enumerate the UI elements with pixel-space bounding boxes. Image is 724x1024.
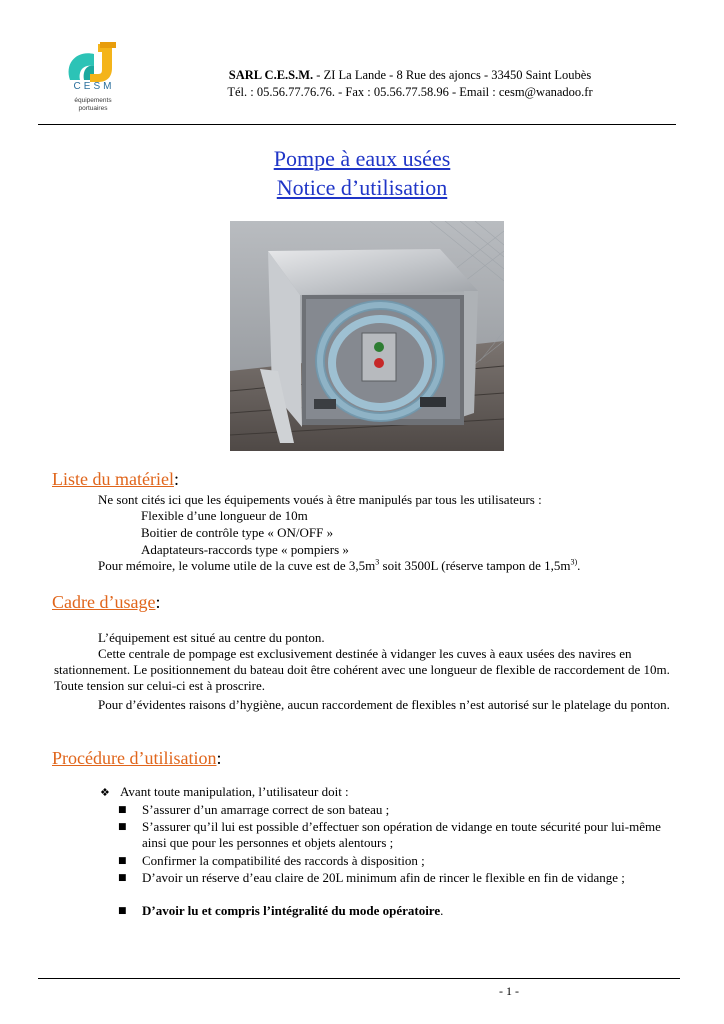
procedure-intro: ❖ Avant toute manipulation, l’utilisateur doit : — [100, 784, 349, 799]
square-bullet-icon: ■ — [118, 906, 127, 916]
address-text: - ZI La Lande - 8 Rue des ajoncs - 33450 Saint Loubès — [313, 68, 592, 82]
document-subtitle: Notice d’utilisation — [276, 175, 448, 200]
footer-divider — [38, 978, 680, 979]
header-divider — [38, 124, 676, 125]
company-address — [140, 68, 680, 83]
pump-station-photo — [230, 221, 504, 451]
materiel-item: Adaptateurs-raccords type « pompiers » — [141, 542, 349, 557]
square-bullet-icon: ■ — [118, 856, 127, 866]
section-heading-materiel: Liste du matériel: — [52, 469, 179, 489]
cuve-volume-note: Pour mémoire, le volume utile de la cuve est de $3,5m^3$ soit 3500L (réserve tampon de $1,5m^{3)}$. — [98, 557, 581, 573]
document-title: Pompe à eaux usées — [273, 146, 451, 171]
page-number: - 1 - — [499, 984, 519, 998]
materiel-item: Flexible d’une longueur de 10m — [141, 508, 308, 523]
section-heading-procedure: Procédure d’utilisation: — [52, 748, 222, 768]
materiel-intro: Ne sont cités ici que les équipements voués à être manipulés par tous les utilisateurs : — [98, 492, 542, 507]
cadre-paragraph: L’équipement est situé au centre du ponton. — [98, 630, 325, 645]
company-contact: Tél. : 05.56.77.76.76. - Fax : 05.56.77.58.96 - Email : cesm@wanadoo.fr — [227, 85, 593, 99]
cadre-paragraph: Cette centrale de pompage est exclusivement destinée à vidanger les cuves à eaux usées des navires en stationnement. Le positionnement du bateau doit être cohérent avec une longueur de flexible de raccordement de 10m. Toute tension sur celui-ci est à proscrire. — [54, 646, 670, 693]
square-bullet-icon: ■ — [118, 873, 127, 883]
logo-wordmark: CESM — [73, 81, 115, 92]
company-name: SARL C.E.S.M. — [228, 68, 314, 82]
materiel-item: Boitier de contrôle type « ON/OFF » — [141, 525, 334, 540]
logo-tagline-line2: portuaires — [78, 105, 108, 112]
cadre-paragraph: Pour d’évidentes raisons d’hygiène, aucun raccordement de flexibles n’est autorisé sur le platelage du ponton. — [98, 697, 670, 712]
section-heading-cadre: Cadre d’usage: — [52, 592, 161, 612]
square-bullet-icon: ■ — [118, 822, 127, 832]
diamond-bullet-icon: ❖ — [100, 786, 110, 799]
square-bullet-icon: ■ — [118, 805, 127, 815]
logo-tagline-line1: équipements — [74, 97, 112, 104]
